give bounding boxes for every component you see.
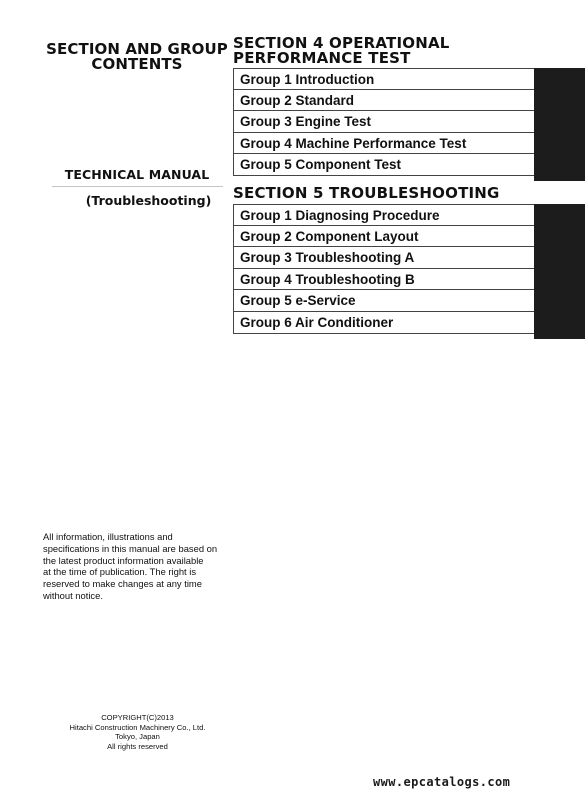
section4-group-2-link[interactable]: Group 2 Standard xyxy=(234,90,535,112)
copyright-line: Hitachi Construction Machinery Co., Ltd. xyxy=(69,722,206,732)
section4-group-list xyxy=(233,68,535,176)
disclaimer-line: specifications in this manual are based on xyxy=(43,542,218,554)
disclaimer-line: the latest product information available xyxy=(43,554,204,566)
contents-heading xyxy=(44,42,230,72)
section5-group-1-link[interactable]: Group 1 Diagnosing Procedure xyxy=(234,204,535,226)
watermark-url: www.epcatalogs.com xyxy=(373,775,511,789)
disclaimer-line: without notice. xyxy=(43,589,103,601)
section5-group-list xyxy=(233,204,535,334)
manual-title: TECHNICAL MANUAL xyxy=(64,167,210,182)
section4-group-5-link[interactable]: Group 5 Component Test xyxy=(234,154,535,176)
manual-subtitle: (Troubleshooting) xyxy=(85,193,212,208)
section5-index-tab[interactable] xyxy=(534,204,585,339)
disclaimer-line: reserved to make changes at any time xyxy=(43,578,202,590)
section4-group-1-link[interactable]: Group 1 Introduction xyxy=(234,68,535,90)
section4-title-line1: SECTION 4 OPERATIONAL xyxy=(233,34,450,52)
section4-index-tab[interactable] xyxy=(534,68,585,181)
manual-divider xyxy=(52,186,223,187)
copyright-line: Tokyo, Japan xyxy=(115,732,160,742)
section5-group-3-link[interactable]: Group 3 Troubleshooting A xyxy=(234,247,535,269)
section5-heading xyxy=(233,186,500,201)
disclaimer-line: All information, illustrations and xyxy=(43,531,173,542)
contents-heading-line1: SECTION AND GROUP xyxy=(46,40,228,58)
contents-heading-line2: CONTENTS xyxy=(91,55,183,73)
section5-group-4-link[interactable]: Group 4 Troubleshooting B xyxy=(234,269,535,291)
copyright-line: COPYRIGHT(C)2013 xyxy=(101,713,174,722)
copyright-line: All rights reserved xyxy=(107,741,168,751)
section4-title-line2: PERFORMANCE TEST xyxy=(233,49,411,67)
section5-title: SECTION 5 TROUBLESHOOTING xyxy=(233,184,500,202)
section5-group-5-link[interactable]: Group 5 e-Service xyxy=(234,290,535,312)
disclaimer-line: at the time of publication. The right is xyxy=(43,566,197,578)
section5-group-6-link[interactable]: Group 6 Air Conditioner xyxy=(234,312,535,334)
section4-group-3-link[interactable]: Group 3 Engine Test xyxy=(234,111,535,133)
section4-group-4-link[interactable]: Group 4 Machine Performance Test xyxy=(234,133,535,155)
disclaimer-text xyxy=(43,531,228,602)
section5-group-2-link[interactable]: Group 2 Component Layout xyxy=(234,226,535,248)
section4-heading xyxy=(233,36,450,66)
copyright-block xyxy=(60,713,215,751)
